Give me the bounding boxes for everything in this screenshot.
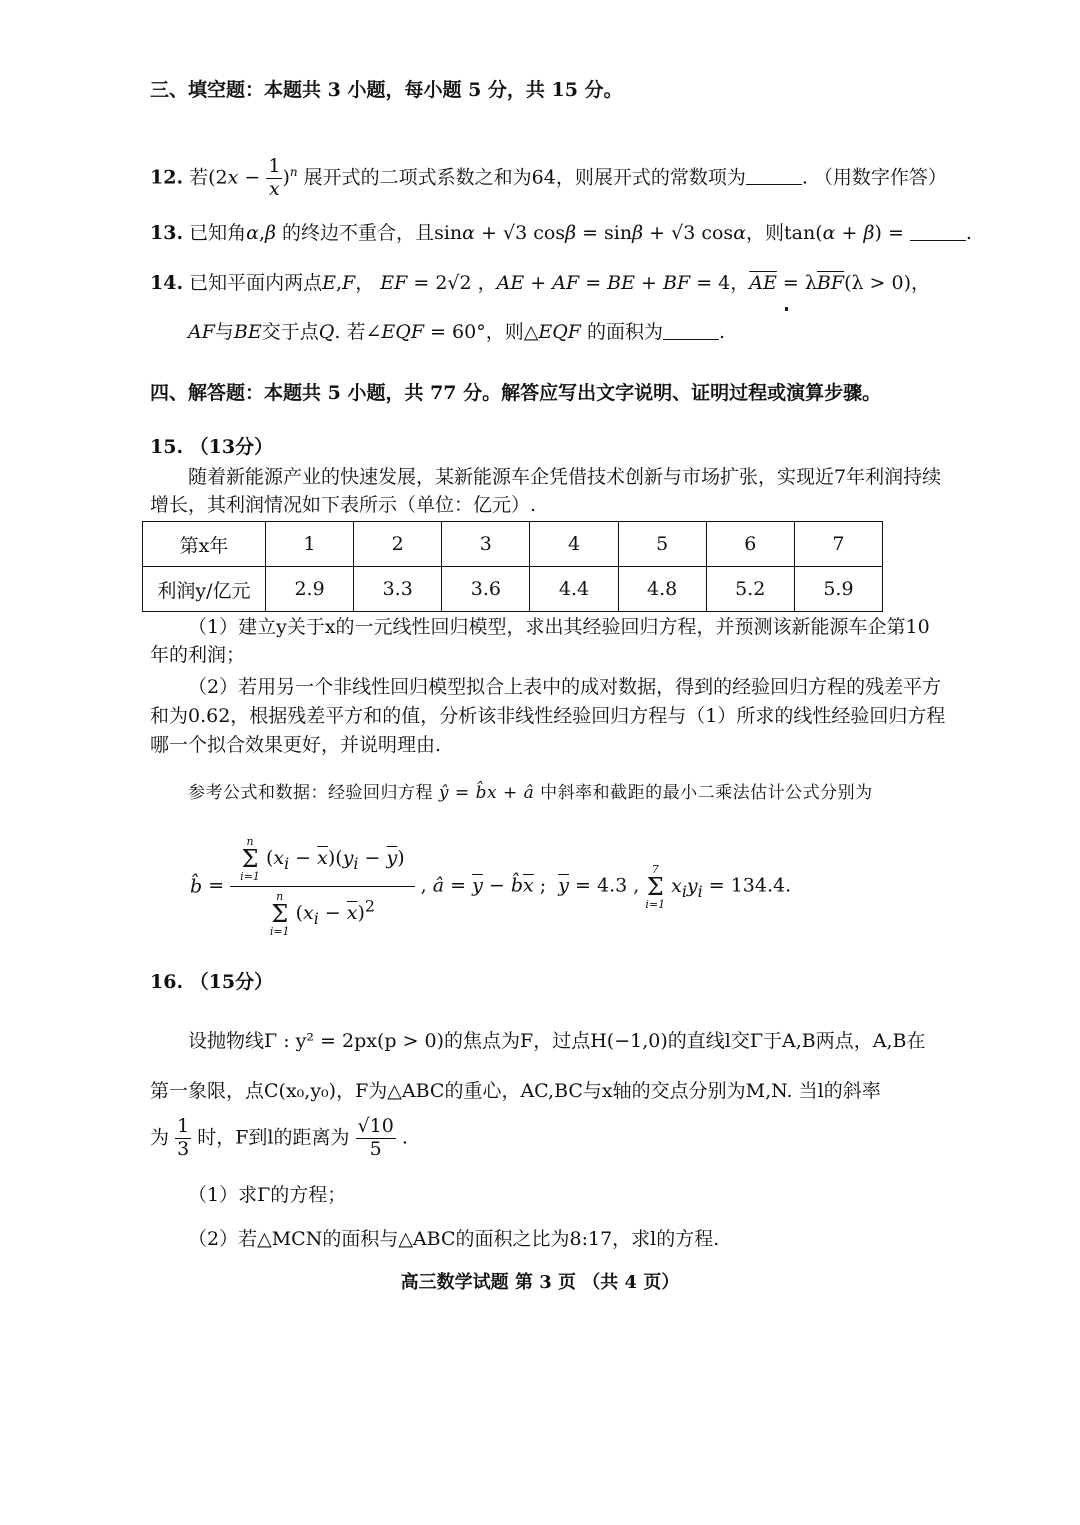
- q13-text-b: 的终边不重合，且: [282, 222, 435, 244]
- q15-reference-line: 参考公式和数据：经验回归方程 ŷ = b̂x + â 中斜率和截距的最小二乘法估计公式分别为: [188, 783, 873, 803]
- question-12: 12. 若(2x − $\frac{1}{x}$ )$^n$ 展开式的二项式系数之和为64，则展开式的常数项为 . （用数字作答）: [150, 154, 947, 200]
- table-cell: 5.2: [706, 567, 794, 612]
- q15-intro-line-2: 增长，其利润情况如下表所示（单位：亿元）.: [150, 494, 537, 516]
- question-14-line-1: 14. 已知平面内两点E,F， EF = 2√2 ，AE + AF = BE + BF = 4，$\overline{AE} = \lambda\overline{BF}(\lambda > 0)$，: [150, 272, 931, 294]
- q13-text-c: ，则: [746, 222, 785, 244]
- q15-part-1-line-1: （1）建立y关于x的一元线性回归模型，求出其经验回归方程，并预测该新能源车企第10: [188, 616, 930, 638]
- slope-fraction: $\frac{1}{3}$: [177, 1115, 190, 1160]
- table-cell: 1: [266, 522, 354, 567]
- table-header-cell: 利润y/亿元: [143, 567, 266, 612]
- q14-answer-blank: [663, 319, 719, 340]
- q12-text-c: . （用数字作答）: [801, 166, 947, 189]
- table-cell: 2: [354, 522, 442, 567]
- section-4-heading: 四、解答题：本题共 5 小题，共 77 分。解答应写出文字说明、证明过程或演算步骤。: [150, 382, 882, 404]
- table-cell: 5.9: [794, 567, 882, 612]
- q15-intro-line-1: 随着新能源产业的快速发展，某新能源车企凭借技术创新与市场扩张，实现近7年利润持续: [188, 466, 942, 488]
- q16-part-1: （1）求Γ的方程；: [188, 1184, 347, 1206]
- q15-part-1-line-2: 年的利润；: [150, 644, 246, 666]
- table-cell: 4.8: [618, 567, 706, 612]
- q12-text-a: 若: [189, 166, 209, 189]
- question-14-line-2: AF与BE交于点Q. 若∠EQF = 60°，则△EQF 的面积为 .: [188, 321, 726, 343]
- q16-line3-a: 为: [150, 1126, 170, 1149]
- q15-ref-b: 中斜率和截距的最小二乘法估计公式分别为: [540, 783, 873, 803]
- q15-title: 15. （13分）: [150, 436, 274, 458]
- table-cell: 5: [618, 522, 706, 567]
- q14-line2-e: 的面积为: [587, 321, 664, 343]
- q15-ref-a: 参考公式和数据：经验回归方程: [188, 783, 433, 803]
- table-cell: 3.3: [354, 567, 442, 612]
- q12-text-b: 展开式的二项式系数之和为64，则展开式的常数项为: [303, 166, 746, 189]
- q16-part-2: （2）若△MCN的面积与△ABC的面积之比为8:17，求l的方程.: [188, 1228, 720, 1250]
- q15-part-2-line-1: （2）若用另一个非线性回归模型拟合上表中的成对数据，得到的经验回归方程的残差平方: [188, 676, 942, 698]
- q14-line2-c: . 若: [334, 321, 366, 343]
- table-row: [143, 567, 883, 612]
- q14-line1-a: 已知平面内两点: [189, 272, 323, 294]
- q16-line-1: 设抛物线Γ : y² = 2px(p > 0)的焦点为F，过点H(−1,0)的直线l交Γ于A,B两点，A,B在: [188, 1030, 926, 1052]
- formula-sum-value: = 134.4.: [708, 874, 792, 897]
- q14-line1-b: ，: [911, 272, 931, 294]
- q16-title: 16. （15分）: [150, 971, 274, 993]
- table-cell: 2.9: [266, 567, 354, 612]
- table-header-cell: 第x年: [143, 522, 266, 567]
- q16-line3-c: .: [401, 1126, 408, 1149]
- q16-line3-b: 时，F到l的距离为: [197, 1126, 350, 1149]
- slope-formula-fraction: n Σ i=1 $(x_i - \overline{x})(y_i - \overline{y})$ n Σ i=1 $(x_i - \overline{x})^2$: [230, 836, 414, 937]
- distance-fraction: $\frac{√10}{5}$: [357, 1115, 394, 1160]
- q15-formula: b̂ = n Σ i=1 $(x_i - \overline{x})(y_i - \overline{y})$ n Σ i=1 $(x_i - \overline{x})^2$ , â = $\overline{y}$ − $b̂\overline{x}$ ; $\overline{y} = 4.3$ , 7 Σ i=1 $x_iy_i = 134.4$.: [190, 835, 792, 938]
- q14-line2-f: .: [719, 321, 726, 343]
- table-cell: 4: [530, 522, 618, 567]
- q13-answer-blank: [910, 220, 966, 241]
- page-footer: 高三数学试题 第 3 页 （共 4 页）: [400, 1272, 680, 1293]
- q15-part-2-line-3: 哪一个拟合效果更好，并说明理由.: [150, 734, 442, 756]
- q13-text-a: 已知角: [189, 222, 247, 244]
- q16-line-3: [150, 1116, 950, 1161]
- q15-part-2-line-2: 和为0.62，根据残差平方和的值，分析该非线性经验回归方程与（1）所求的线性经验回归方程: [150, 705, 946, 727]
- q12-number: 12.: [150, 166, 184, 189]
- q14-line2-b: 交于点: [261, 321, 319, 343]
- question-13: 13. 已知角α,β 的终边不重合，且sinα + √3 cosβ = sinβ + √3 cosα，则tan(α + β) = .: [150, 222, 972, 244]
- q14-number: 14.: [150, 272, 184, 294]
- q13-text-d: .: [965, 222, 972, 244]
- q12-fraction: $\frac{1}{x}$: [268, 154, 281, 200]
- q16-line-2: 第一象限，点C(x₀,y₀)，F为△ABC的重心，AC,BC与x轴的交点分别为M,N. 当l的斜率: [150, 1080, 881, 1102]
- profit-table: [142, 521, 883, 612]
- print-speck: [785, 307, 788, 311]
- formula-ybar-value: = 4.3: [575, 874, 628, 897]
- table-cell: 4.4: [530, 567, 618, 612]
- q14-line2-d: ，则: [485, 321, 524, 343]
- table-cell: 3.6: [442, 567, 530, 612]
- table-cell: 6: [706, 522, 794, 567]
- q13-number: 13.: [150, 222, 184, 244]
- table-cell: 3: [442, 522, 530, 567]
- q12-answer-blank: [746, 164, 802, 185]
- q14-line2-a: 与: [214, 321, 234, 343]
- table-cell: 7: [794, 522, 882, 567]
- table-row: [143, 522, 883, 567]
- section-3-heading: 三、填空题：本题共 3 小题，每小题 5 分，共 15 分。: [150, 79, 623, 101]
